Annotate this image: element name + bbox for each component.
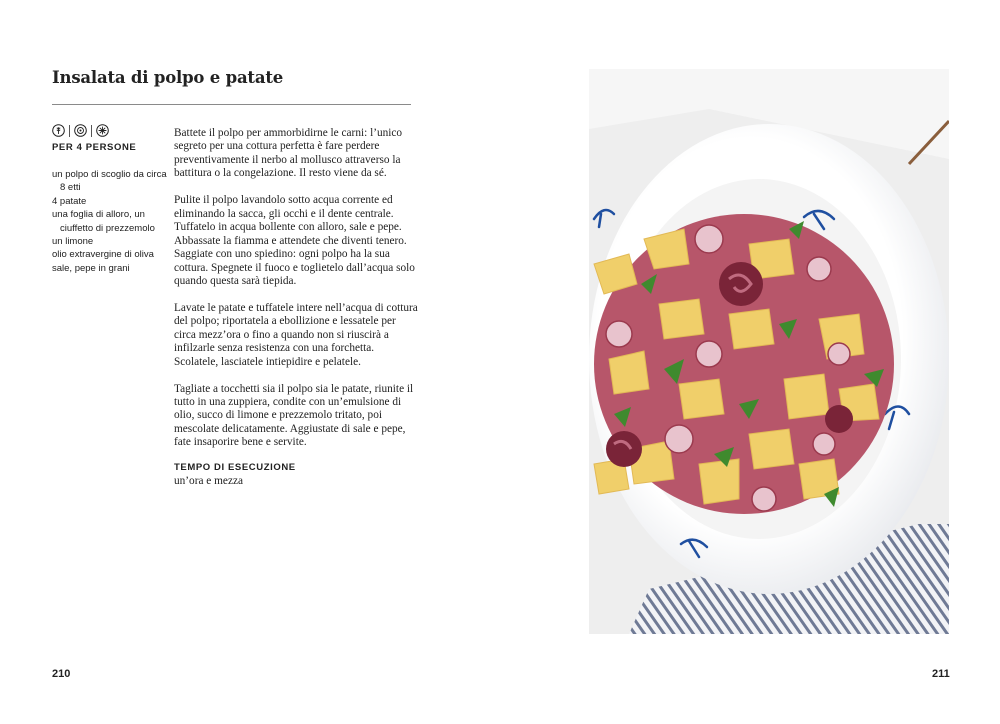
step-paragraph: Lavate le patate e tuffatele intere nell’acqua di cottura del polpo; riportatela a ebollizione e lessatele per circa mezz’ora o fino a quando non si riuscirà a infilzarle senza resistenza con una forchetta. Scolatele, lasciatele intiepidire e pelatele. — [174, 301, 418, 368]
ingredient-item: un polpo di scoglio da circa 8 etti — [52, 169, 167, 194]
prep-time-label: TEMPO DI ESECUZIONE — [174, 462, 296, 473]
icon-separator — [69, 125, 70, 137]
ingredients-list — [52, 168, 170, 275]
dish-photo — [589, 69, 949, 634]
flower-icon — [96, 124, 109, 137]
salad — [594, 214, 894, 514]
ingredient-item: una foglia di alloro, un ciuffetto di prezzemolo — [52, 209, 155, 234]
servings: PER 4 PERSONE — [52, 142, 137, 153]
page-number-right: 211 — [932, 668, 950, 680]
dairy-free-icon — [74, 124, 87, 137]
title-divider — [52, 104, 411, 105]
ingredient-item: olio extravergine di oliva — [52, 249, 154, 261]
gluten-free-icon — [52, 124, 65, 137]
prep-time-value: un’ora e mezza — [174, 475, 243, 487]
page-number-left: 210 — [52, 668, 71, 680]
step-paragraph: Battete il polpo per ammorbidirne le carni: l’unico segreto per una cottura perfetta è fare perdere preventivamente il nerbo al mollusco attraverso la battitura o la congelazione. Il resto viene da sé. — [174, 127, 403, 180]
recipe-steps — [174, 127, 419, 463]
step-paragraph: Pulite il polpo lavandolo sotto acqua corrente ed eliminando la sacca, gli occhi e il dente centrale. Tuffatelo in acqua bollente con alloro, sale e pepe. Abbassate la fiamma e attendete che diventi tenero. Saggiate con uno spiedino: ogni polpo ha la sua cottura. Spegnete il fuoco e toglietelo dall’acqua solo quando questa sarà tiepida. — [174, 194, 415, 287]
recipe-title: Insalata di polpo e patate — [52, 68, 284, 87]
right-page — [500, 0, 1000, 724]
ingredient-item: 4 patate — [52, 195, 87, 207]
icon-separator — [91, 125, 92, 137]
ingredient-item: sale, pepe in grani — [52, 262, 130, 274]
step-paragraph: Tagliate a tocchetti sia il polpo sia le patate, riunite il tutto in una zuppiera, condite con un’emulsione di olio, succo di limone e prezzemolo tritato, poi mescolate delicatamente. Aggiustate di sale e pepe, fate insaporire bene e servite. — [174, 382, 414, 449]
ingredient-item: un limone — [52, 236, 94, 248]
diet-icons — [52, 124, 109, 137]
